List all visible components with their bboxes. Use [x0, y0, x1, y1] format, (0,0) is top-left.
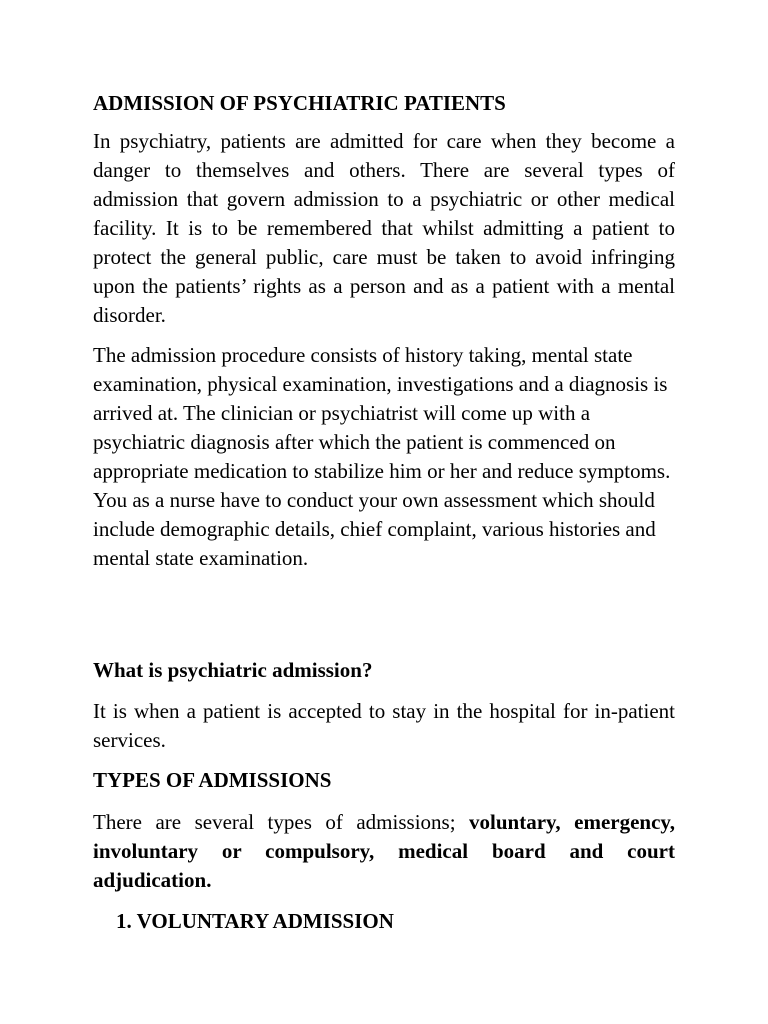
types-heading: TYPES OF ADMISSIONS	[93, 768, 332, 792]
types-list-text: voluntary, emergency, involuntary or compulsory, medical board and court adjudication.	[93, 810, 676, 892]
document-title: ADMISSION OF PSYCHIATRIC PATIENTS	[93, 91, 506, 115]
types-intro-text: There are several types of admissions;	[93, 810, 456, 834]
list-item-voluntary-admission: 1. VOLUNTARY ADMISSION	[116, 909, 394, 933]
types-paragraph	[93, 808, 675, 895]
intro-paragraph: In psychiatry, patients are admitted for care when they become a danger to themselves and others. There are several types of admission that govern admission to a psychiatric or other medical facility. It is to be remembered that whilst admitting a patient to protect the general public, care must be taken to avoid infringing upon the patients’ rights as a person and as a patient with a mental disorder.	[93, 129, 675, 327]
question-heading: What is psychiatric admission?	[93, 658, 373, 682]
procedure-paragraph: The admission procedure consists of history taking, mental state examination, physical examination, investigations and a diagnosis is arrived at. The clinician or psychiatrist will come up with a psychiatric diagnosis after which the patient is commenced on appropriate medication to stabilize him or her and reduce symptoms. You as a nurse have to conduct your own assessment which should include demographic details, chief complaint, various histories and mental state examination.	[93, 343, 671, 570]
definition-paragraph: It is when a patient is accepted to stay in the hospital for in-patient services.	[93, 699, 675, 752]
